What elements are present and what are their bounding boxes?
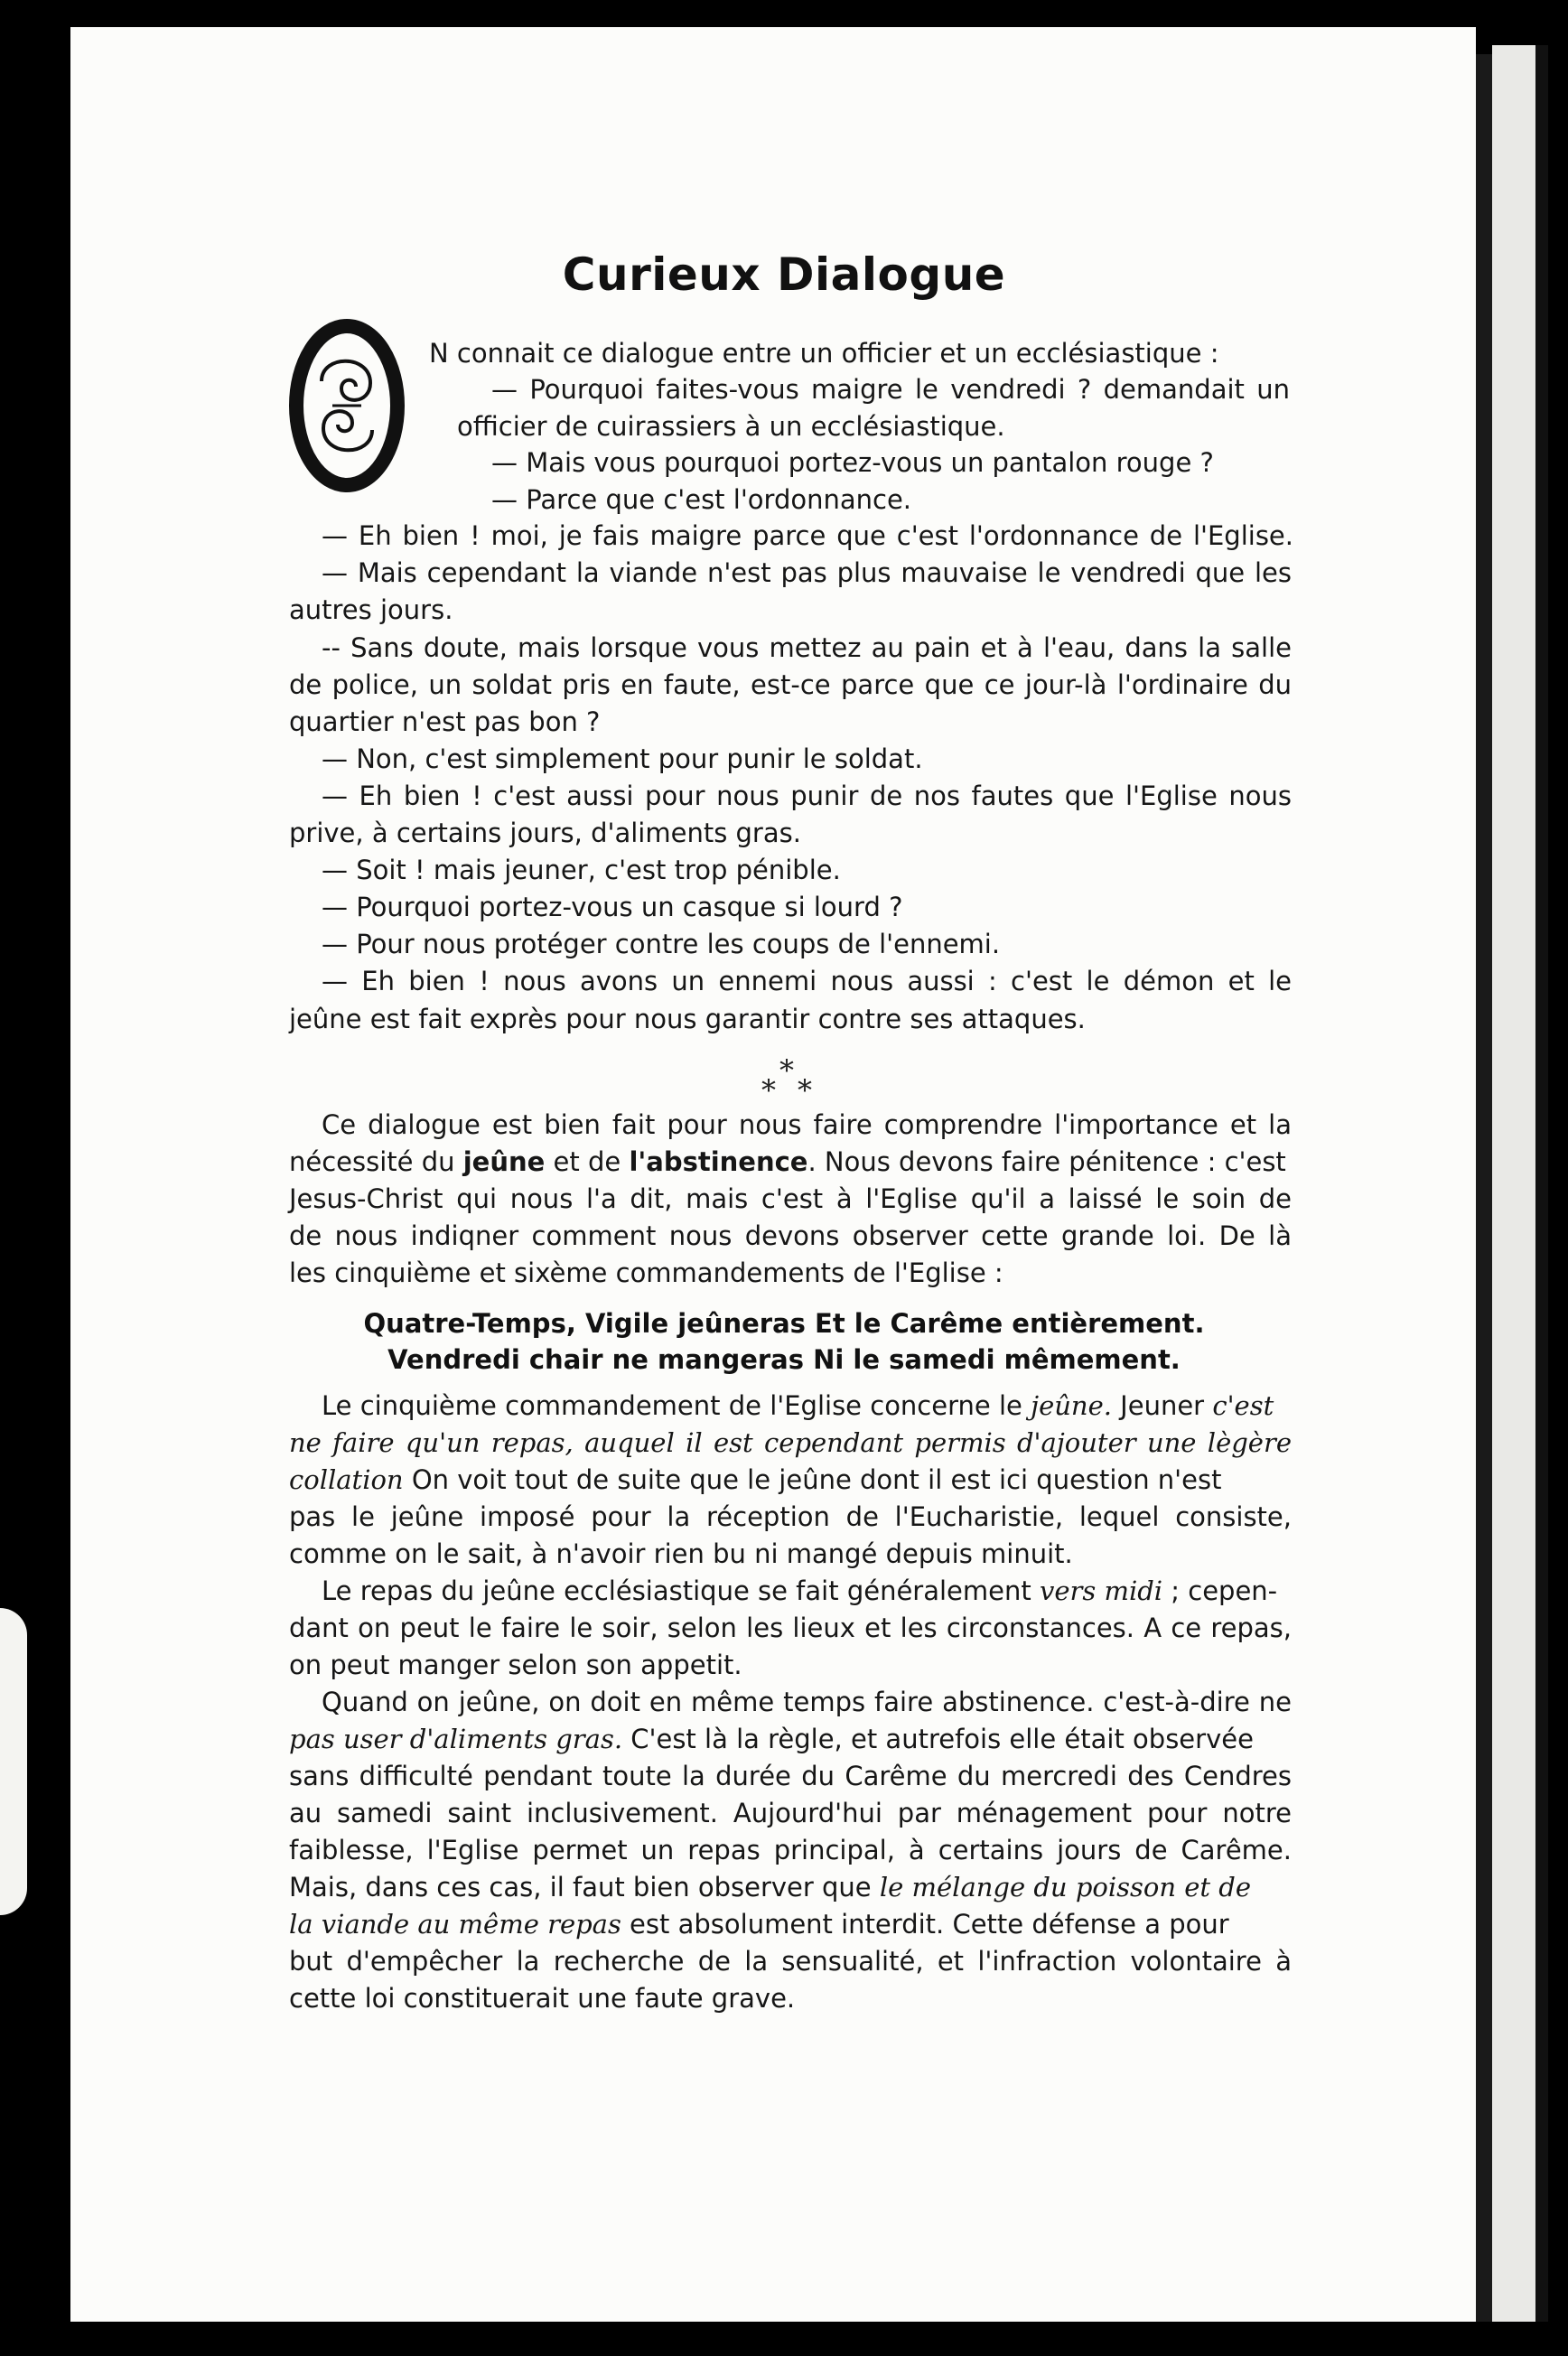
text-line: autres jours. <box>289 594 453 625</box>
text-line: — Pourquoi portez-vous un casque si lourd ? <box>322 892 903 922</box>
text-line: la viande au même repas est absolument interdit. Cette défense a pour <box>289 1909 1229 1940</box>
text-line: N connait ce dialogue entre un officier et un ecclésiastique : <box>429 338 1219 369</box>
text-line: — Eh bien ! nous avons un ennemi nous aussi : c'est le démon et le <box>322 966 1292 996</box>
text-line: ne faire qu'un repas, auquel il est cependant permis d'ajouter une lègère <box>289 1427 1292 1458</box>
text-line: but d'empêcher la recherche de la sensualité, et l'infraction volontaire à <box>289 1946 1292 1977</box>
text-line: — Eh bien ! moi, je fais maigre parce que c'est l'ordonnance de l'Eglise. <box>322 520 1293 551</box>
text-line: comme on le sait, à n'avoir rien bu ni mangé depuis minuit. <box>289 1538 1073 1569</box>
asterism-ornament <box>755 1055 818 1109</box>
text-line: Mais, dans ces cas, il faut bien observer que le mélange du poisson et de <box>289 1872 1251 1903</box>
text-line: — Mais cependant la viande n'est pas plus mauvaise le vendredi que les <box>322 557 1292 588</box>
text-line: Le cinquième commandement de l'Eglise concerne le jeûne. Jeuner c'est <box>322 1390 1274 1421</box>
text-line: quartier n'est pas bon ? <box>289 706 601 737</box>
text-line: de nous indiqner comment nous devons observer cette grande loi. De là <box>289 1220 1292 1251</box>
text-line: — Eh bien ! c'est aussi pour nous punir de nos fautes que l'Eglise nous <box>322 781 1292 811</box>
text-line: — Pourquoi faites-vous maigre le vendredi ? demandait un <box>491 374 1290 405</box>
page-title: Curieux Dialogue <box>562 248 1006 301</box>
dropcap-letter: O <box>340 400 354 422</box>
page-edge-shadow <box>1535 45 1548 2322</box>
text-line: pas user d'aliments gras. C'est là la règle, et autrefois elle était observée <box>289 1724 1254 1754</box>
text-line: Le repas du jeûne ecclésiastique se fait généralement vers midi ; cepen- <box>322 1575 1278 1606</box>
svg-text:*: * <box>779 1055 794 1088</box>
svg-text:*: * <box>798 1073 812 1108</box>
text-line: faiblesse, l'Eglise permet un repas principal, à certains jours de Carême. <box>289 1835 1292 1865</box>
text-line: Jesus-Christ qui nous l'a dit, mais c'est à l'Eglise qu'il a laissé le soin de <box>289 1183 1292 1214</box>
text-line: — Pour nous protéger contre les coups de l'ennemi. <box>322 929 1001 959</box>
text-line: dant on peut le faire le soir, selon les lieux et les circonstances. A ce repas, <box>289 1613 1292 1643</box>
text-line: nécessité du jeûne et de l'abstinence. Nous devons faire pénitence : c'est <box>289 1146 1286 1177</box>
text-line: pas le jeûne imposé pour la réception de l'Eucharistie, lequel consiste, <box>289 1501 1292 1532</box>
text-line: officier de cuirassiers à un ecclésiastique. <box>457 411 1005 442</box>
text-line: — Soit ! mais jeuner, c'est trop pénible. <box>322 855 841 885</box>
text-line: — Parce que c'est l'ordonnance. <box>491 484 912 515</box>
text-line: au samedi saint inclusivement. Aujourd'hui par ménagement pour notre <box>289 1798 1292 1828</box>
text-line: — Mais vous pourquoi portez-vous un pantalon rouge ? <box>491 447 1214 478</box>
text-line: sans difficulté pendant toute la durée du Carême du mercredi des Cendres <box>289 1761 1292 1791</box>
text-line: on peut manger selon son appetit. <box>289 1650 742 1680</box>
text-line: -- Sans doute, mais lorsque vous mettez au pain et à l'eau, dans la salle <box>322 632 1292 663</box>
verse-line: Vendredi chair ne mangeras Ni le samedi mêmement. <box>387 1344 1181 1375</box>
page-curl <box>0 1608 27 1915</box>
ornamental-dropcap <box>287 318 406 493</box>
text-line: Quand on jeûne, on doit en même temps faire abstinence. c'est-à-dire ne <box>322 1687 1292 1717</box>
text-line: jeûne est fait exprès pour nous garantir contre ses attaques. <box>289 1004 1086 1034</box>
verse-line: Quatre-Temps, Vigile jeûneras Et le Carême entièrement. <box>363 1308 1205 1339</box>
text-line: Ce dialogue est bien fait pour nous faire comprendre l'importance et la <box>322 1109 1292 1140</box>
text-line: de police, un soldat pris en faute, est-ce parce que ce jour-là l'ordinaire du <box>289 669 1292 700</box>
text-line: cette loi constituerait une faute grave. <box>289 1983 796 2014</box>
text-line: les cinquième et sixème commandements de l'Eglise : <box>289 1257 1003 1288</box>
text-line: prive, à certains jours, d'aliments gras. <box>289 818 801 848</box>
svg-text:*: * <box>761 1073 776 1108</box>
book-spine <box>1476 54 1492 2322</box>
text-line: — Non, c'est simplement pour punir le soldat. <box>322 743 923 774</box>
text-line: collation On voit tout de suite que le jeûne dont il est ici question n'est <box>289 1464 1222 1495</box>
